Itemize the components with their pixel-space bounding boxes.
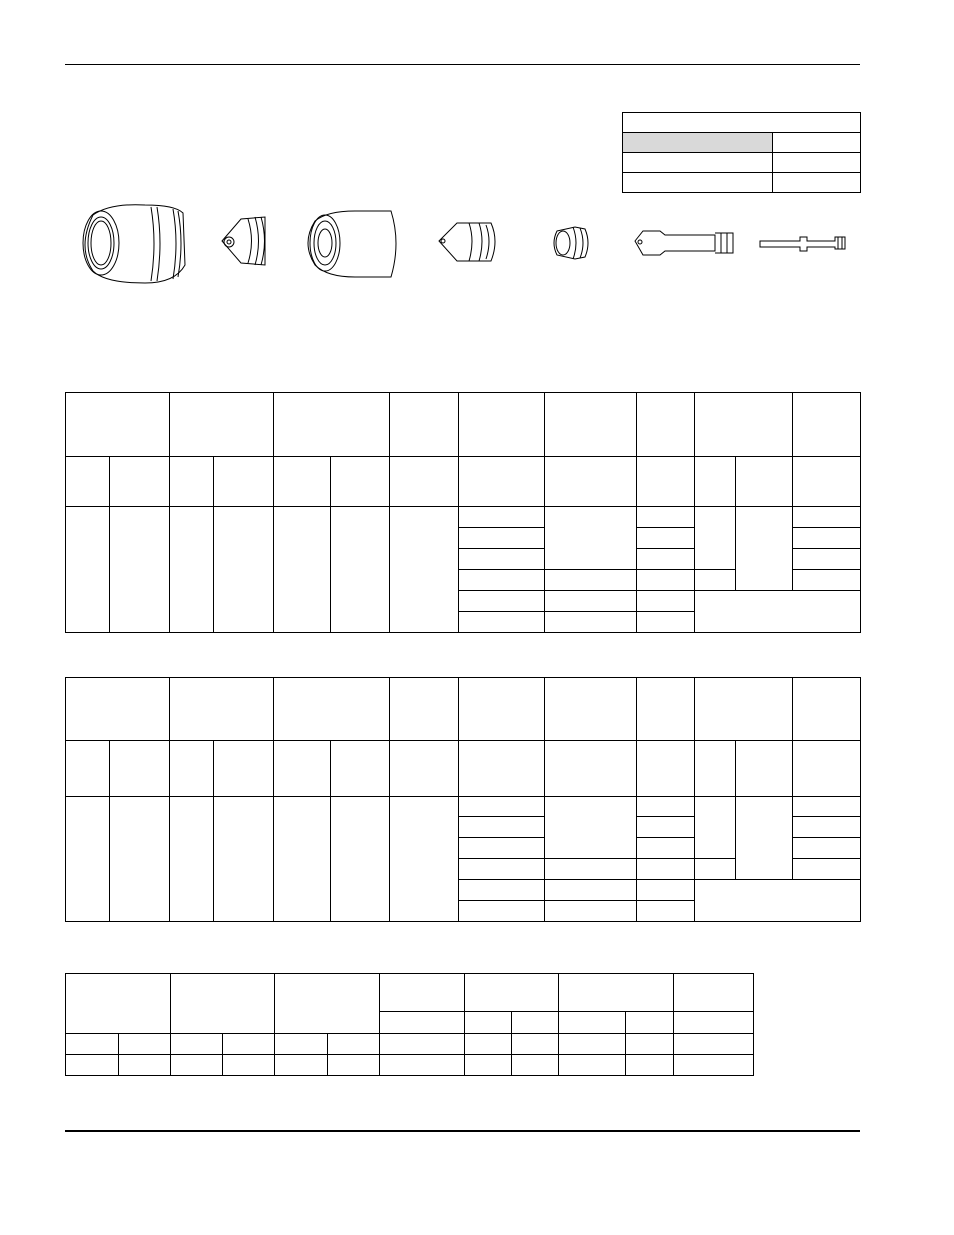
subheader-cell — [223, 1034, 275, 1055]
data-cell — [274, 797, 331, 922]
data-cell — [793, 817, 861, 838]
data-cell — [695, 859, 736, 880]
data-cell — [119, 1055, 171, 1076]
subheader-cell — [674, 1034, 754, 1055]
legend-row-value — [773, 153, 861, 173]
subheader-cell — [559, 1034, 626, 1055]
data-cell — [695, 570, 736, 591]
data-cell — [459, 859, 545, 880]
subheader-cell — [637, 457, 695, 507]
data-cell — [637, 528, 695, 549]
data-cell — [545, 612, 637, 633]
data-cell — [274, 507, 331, 633]
data-cell — [331, 507, 390, 633]
data-cell — [66, 797, 110, 922]
shield-retaining-cap-icon — [83, 205, 185, 283]
data-cell — [793, 797, 861, 817]
data-cell — [214, 797, 274, 922]
subheader-cell — [331, 741, 390, 797]
subheader-cell — [459, 457, 545, 507]
header-rule — [65, 64, 860, 65]
electrode-icon — [635, 231, 733, 255]
subheader-cell — [545, 741, 637, 797]
subheader-cell — [793, 457, 861, 507]
data-cell — [214, 507, 274, 633]
header-cell — [390, 678, 459, 741]
subheader-cell — [171, 1034, 223, 1055]
subheader-cell — [110, 457, 170, 507]
data-cell — [331, 797, 390, 922]
header-cell — [559, 974, 674, 1012]
subheader-cell — [110, 741, 170, 797]
legend-shaded-key — [623, 133, 773, 153]
data-cell — [695, 880, 861, 922]
subheader-cell — [274, 457, 331, 507]
subheader-cell — [465, 1034, 512, 1055]
subheader-cell — [695, 457, 736, 507]
data-cell — [626, 1055, 674, 1076]
data-cell — [459, 591, 545, 612]
header-cell — [793, 678, 861, 741]
subheader-cell — [695, 741, 736, 797]
nozzle-icon — [439, 223, 495, 261]
data-cell — [793, 549, 861, 570]
data-cell — [793, 838, 861, 859]
nozzle-retaining-cap-icon — [308, 211, 396, 277]
data-cell — [170, 797, 214, 922]
data-cell — [171, 1055, 223, 1076]
data-cell — [459, 838, 545, 859]
data-cell — [380, 1055, 465, 1076]
data-cell — [459, 797, 545, 817]
consumable-parts-illustration — [65, 195, 860, 295]
data-cell — [695, 507, 736, 570]
data-cell — [637, 570, 695, 591]
data-cell — [465, 1055, 512, 1076]
data-cell — [545, 880, 637, 901]
header-cell — [171, 974, 275, 1034]
data-cell — [545, 507, 637, 570]
data-cell — [637, 838, 695, 859]
data-cell — [637, 549, 695, 570]
header-cell — [459, 678, 545, 741]
data-cell — [674, 1055, 754, 1076]
data-cell — [459, 901, 545, 922]
header-cell — [66, 974, 171, 1034]
subheader-cell — [736, 741, 793, 797]
data-cell — [390, 797, 459, 922]
legend-title-cell — [623, 113, 861, 133]
subheader-cell — [214, 457, 274, 507]
header-cell — [66, 678, 170, 741]
data-cell — [459, 570, 545, 591]
subheader-cell — [380, 1034, 465, 1055]
data-cell — [637, 859, 695, 880]
data-cell — [545, 797, 637, 859]
subheader-cell — [66, 1034, 119, 1055]
consumables-table-1 — [65, 392, 861, 633]
subheader-cell — [465, 1012, 512, 1034]
data-cell — [793, 859, 861, 880]
data-cell — [459, 549, 545, 570]
data-cell — [637, 612, 695, 633]
data-cell — [637, 880, 695, 901]
subheader-cell — [119, 1034, 171, 1055]
subheader-cell — [380, 1012, 465, 1034]
subheader-cell — [512, 1012, 559, 1034]
header-cell — [170, 678, 274, 741]
data-cell — [637, 817, 695, 838]
data-cell — [637, 797, 695, 817]
subheader-cell — [736, 457, 793, 507]
data-cell — [736, 797, 793, 880]
subheader-cell — [559, 1012, 626, 1034]
header-cell — [637, 393, 695, 457]
subheader-cell — [66, 457, 110, 507]
header-cell — [465, 974, 559, 1012]
data-cell — [793, 570, 861, 591]
footer-rule — [65, 1130, 860, 1132]
legend-table — [622, 112, 861, 193]
header-cell — [275, 974, 380, 1034]
subheader-cell — [170, 741, 214, 797]
swirl-ring-icon — [554, 227, 588, 259]
header-cell — [674, 974, 754, 1012]
subheader-cell — [626, 1034, 674, 1055]
header-cell — [545, 393, 637, 457]
consumables-table-3 — [65, 973, 754, 1076]
data-cell — [110, 507, 170, 633]
data-cell — [275, 1055, 328, 1076]
header-cell — [637, 678, 695, 741]
data-cell — [66, 1055, 119, 1076]
data-cell — [637, 591, 695, 612]
consumables-table-2 — [65, 677, 861, 922]
subheader-cell — [170, 457, 214, 507]
data-cell — [695, 797, 736, 859]
subheader-cell — [214, 741, 274, 797]
subheader-cell — [545, 457, 637, 507]
subheader-cell — [637, 741, 695, 797]
data-cell — [637, 507, 695, 528]
data-cell — [695, 591, 861, 633]
header-cell — [695, 678, 793, 741]
data-cell — [637, 901, 695, 922]
subheader-cell — [331, 457, 390, 507]
data-cell — [66, 507, 110, 633]
legend-row-key — [623, 173, 773, 193]
subheader-cell — [66, 741, 110, 797]
subheader-cell — [674, 1012, 754, 1034]
header-cell — [274, 393, 390, 457]
header-cell — [380, 974, 465, 1012]
data-cell — [328, 1055, 380, 1076]
header-cell — [274, 678, 390, 741]
subheader-cell — [793, 741, 861, 797]
subheader-cell — [390, 741, 459, 797]
data-cell — [559, 1055, 626, 1076]
subheader-cell — [512, 1034, 559, 1055]
header-cell — [170, 393, 274, 457]
data-cell — [223, 1055, 275, 1076]
data-cell — [545, 591, 637, 612]
data-cell — [459, 880, 545, 901]
legend-row-key — [623, 153, 773, 173]
data-cell — [459, 528, 545, 549]
subheader-cell — [390, 457, 459, 507]
subheader-cell — [626, 1012, 674, 1034]
subheader-cell — [274, 741, 331, 797]
header-cell — [695, 393, 793, 457]
data-cell — [545, 570, 637, 591]
header-cell — [545, 678, 637, 741]
data-cell — [736, 507, 793, 591]
legend-row-value — [773, 173, 861, 193]
shield-icon — [222, 217, 265, 265]
data-cell — [459, 612, 545, 633]
water-tube-icon — [760, 237, 845, 251]
data-cell — [459, 817, 545, 838]
data-cell — [545, 859, 637, 880]
header-cell — [390, 393, 459, 457]
data-cell — [512, 1055, 559, 1076]
legend-shaded-value — [773, 133, 861, 153]
data-cell — [170, 507, 214, 633]
header-cell — [66, 393, 170, 457]
data-cell — [793, 528, 861, 549]
data-cell — [110, 797, 170, 922]
subheader-cell — [459, 741, 545, 797]
data-cell — [793, 507, 861, 528]
header-cell — [459, 393, 545, 457]
data-cell — [545, 901, 637, 922]
subheader-cell — [328, 1034, 380, 1055]
data-cell — [390, 507, 459, 633]
header-cell — [793, 393, 861, 457]
subheader-cell — [275, 1034, 328, 1055]
data-cell — [459, 507, 545, 528]
